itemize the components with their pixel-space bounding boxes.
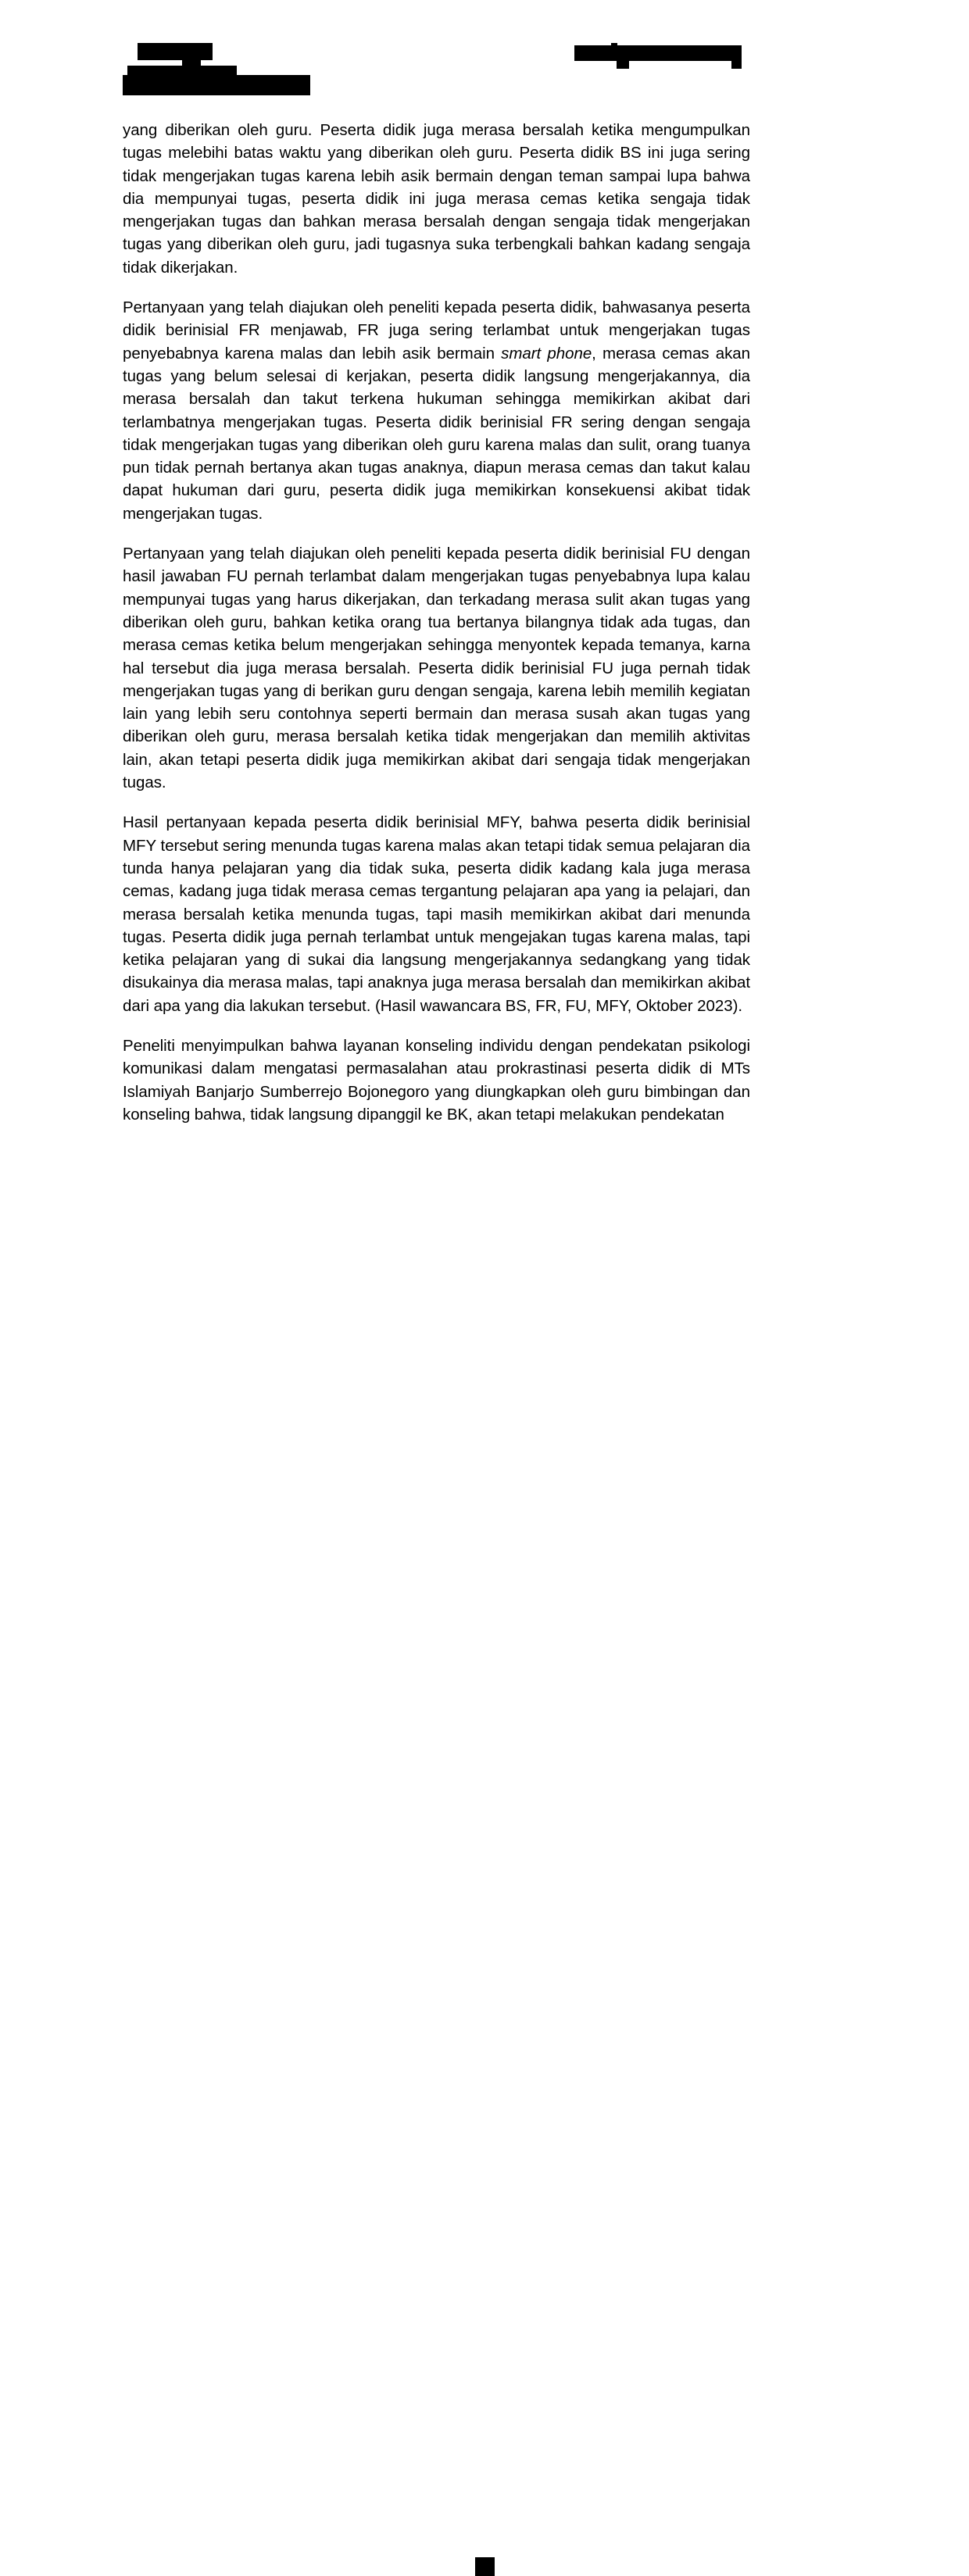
redaction-bar	[611, 43, 617, 48]
redaction-bar	[138, 43, 213, 60]
paragraph-text-segment: Pertanyaan yang telah diajukan oleh peneliti kepada peserta didik, bahwasanya peserta didik berinisial FR menjawab, FR juga sering terlambat untuk mengerjakan tugas penyebabnya karena malas dan lebih asik bermain	[123, 298, 750, 363]
body-paragraph: Peneliti menyimpulkan bahwa layanan konseling individu dengan pendekatan psikologi komunikasi dalam mengatasi permasalahan atau prokrastinasi peserta didik di MTs Islamiyah Banjarjo Sumberrejo Bojonegoro yang diungkapkan oleh guru bimbingan dan konseling bahwa, tidak langsung dipanggil ke BK, akan tetapi melakukan pendekatan	[123, 1036, 750, 1124]
body-paragraph	[123, 296, 750, 525]
redaction-bar	[731, 61, 742, 69]
redaction-bar	[574, 45, 742, 61]
redaction-bar	[123, 75, 310, 95]
page-body	[123, 119, 750, 1126]
page-footer	[0, 1277, 969, 1370]
redaction-bar	[617, 61, 629, 69]
paragraph-text-segment: , merasa cemas akan tugas yang belum selesai di kerjakan, peserta didik langsung mengerjakannya, dia merasa bersalah dan takut terkena hukuman sehingga memikirkan akibat dari terlambatnya mengerjakan tugas. Peserta didik berinisial FR sering dengan sengaja tidak mengerjakan tugas yang diberikan oleh guru karena malas dan sulit, orang tuanya pun tidak pernah bertanya akan tugas anaknya, diapun merasa cemas dan takut kalau dapat hukuman dari guru, peserta didik juga memikirkan konsekuensi akibat tidak mengerjakan tugas.	[123, 344, 750, 523]
page-header	[0, 0, 969, 117]
body-paragraph: yang diberikan oleh guru. Peserta didik juga merasa bersalah ketika mengumpulkan tugas melebihi batas waktu yang diberikan oleh guru. Peserta didik BS ini juga sering tidak mengerjakan tugas karena lebih asik bermain dengan teman sampai lupa bahwa dia mempunyai tugas, peserta didik ini juga merasa cemas ketika sengaja tidak mengerjakan tugas dan bahkan merasa bersalah dengan sengaja tidak mengerjakan tugas yang diberikan oleh guru, jadi tugasnya suka terbengkali bahkan kadang sengaja tidak dikerjakan.	[123, 121, 750, 277]
body-paragraph: Pertanyaan yang telah diajukan oleh peneliti kepada peserta didik berinisial FU dengan hasil jawaban FU pernah terlambat dalam mengerjakan tugas penyebabnya lupa kalau mempunyai tugas yang harus dikerjakan, dan terkadang merasa sulit akan tugas yang diberikan oleh guru, bahkan ketika orang tua bertanya bilangnya tidak ada tugas, dan merasa cemas ketika belum mengerjakan sehingga menyontek kepada temanya, karna hal tersebut dia juga merasa bersalah. Peserta didik berinisial FU juga pernah tidak mengerjakan tugas yang di berikan guru dengan sengaja, karena lebih memilih kegiatan lain yang lebih seru contohnya seperti bermain dan merasa susah akan tugas yang diberikan oleh guru, merasa bersalah ketika tidak mengerjakan dan memilih aktivitas lain, akan tetapi peserta didik juga memikirkan akibat dari sengaja tidak mengerjakan tugas.	[123, 545, 750, 792]
body-paragraph: Hasil pertanyaan kepada peserta didik berinisial MFY, bahwa peserta didik berinisial MFY tersebut sering menunda tugas karena malas akan tetapi tidak semua pelajaran dia tunda hanya pelajaran yang dia tidak suka, peserta didik kadang kala juga merasa cemas, kadang juga tidak merasa cemas tergantung pelajaran apa yang ia pelajari, dan merasa bersalah ketika menunda tugas, tapi masih memikirkan akibat dari menunda tugas. Peserta didik juga pernah terlambat untuk mengejakan tugas karena malas, tapi ketika pelajaran yang di sukai dia langsung mengerjakannya sedangkang yang tidak disukainya dia merasa malas, tapi anaknya juga merasa bersalah dan memikirkan akibat dari apa yang dia lakukan tersebut. (Hasil wawancara BS, FR, FU, MFY, Oktober 2023).	[123, 813, 750, 1015]
redacted-page-number	[475, 2557, 495, 2576]
italic-term: smart phone	[501, 344, 592, 363]
